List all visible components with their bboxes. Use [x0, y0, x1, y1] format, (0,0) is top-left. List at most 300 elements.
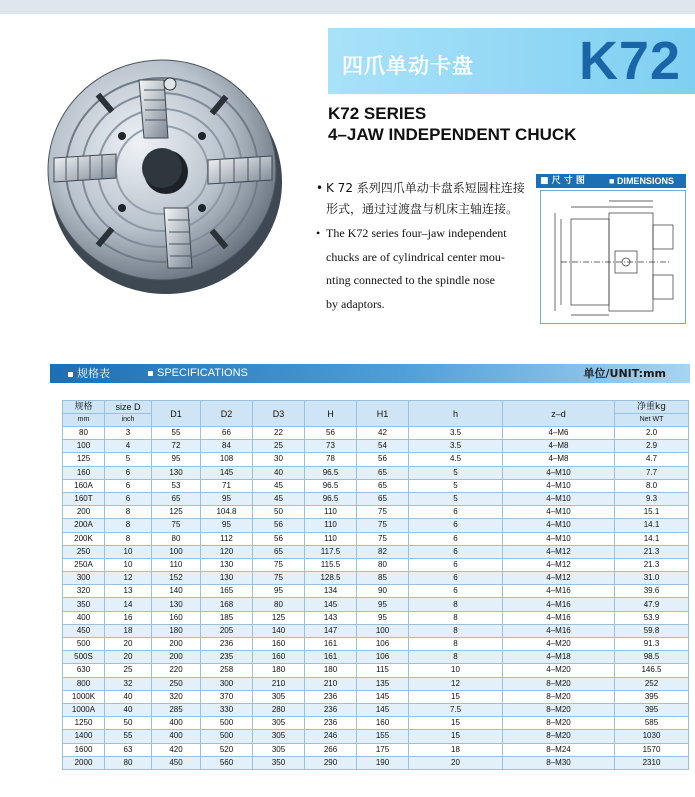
dimensions-drawing	[540, 190, 686, 324]
table-cell: 450	[63, 624, 105, 637]
product-name: 4–JAW INDEPENDENT CHUCK	[328, 125, 577, 144]
table-cell: 370	[201, 690, 253, 703]
table-cell: 91.3	[615, 638, 689, 651]
dimensions-header	[536, 174, 686, 188]
table-cell: 180	[253, 664, 305, 677]
table-cell: 180	[305, 664, 357, 677]
table-cell: 300	[63, 572, 105, 585]
table-cell: 8	[105, 519, 152, 532]
table-cell: 95	[152, 453, 201, 466]
table-cell: 75	[253, 558, 305, 571]
table-row	[63, 440, 689, 453]
table-row	[63, 479, 689, 492]
table-cell: 96.5	[305, 479, 357, 492]
table-cell: 134	[305, 585, 357, 598]
table-cell: 1400	[63, 730, 105, 743]
table-cell: 96.5	[305, 466, 357, 479]
table-cell: 4–M8	[503, 453, 615, 466]
table-cell: 16	[105, 611, 152, 624]
table-cell: 10	[105, 545, 152, 558]
table-row	[63, 756, 689, 769]
table-cell: 300	[201, 677, 253, 690]
table-cell: 65	[357, 492, 409, 505]
table-cell: 15	[409, 690, 503, 703]
table-cell: 6	[409, 519, 503, 532]
table-cell: 246	[305, 730, 357, 743]
description-cn-line-1: K 72 系列四爪单动卡盘系短圆柱连接	[326, 181, 525, 195]
table-cell: 175	[357, 743, 409, 756]
table-cell: 285	[152, 703, 201, 716]
table-cell: 14.1	[615, 519, 689, 532]
table-cell: 7.5	[409, 703, 503, 716]
table-cell: 1250	[63, 717, 105, 730]
table-cell: 4–M18	[503, 651, 615, 664]
table-cell: 305	[253, 730, 305, 743]
table-row	[63, 492, 689, 505]
table-cell: 120	[201, 545, 253, 558]
table-cell: 630	[63, 664, 105, 677]
table-cell: 1600	[63, 743, 105, 756]
table-cell: 130	[201, 572, 253, 585]
table-cell: 20	[105, 638, 152, 651]
header-inch: inch	[105, 414, 152, 427]
table-cell: 75	[357, 532, 409, 545]
table-cell: 160	[357, 717, 409, 730]
specifications-bar	[50, 364, 690, 383]
table-cell: 110	[152, 558, 201, 571]
table-cell: 1000K	[63, 690, 105, 703]
table-cell: 6	[409, 585, 503, 598]
table-cell: 140	[152, 585, 201, 598]
table-row	[63, 703, 689, 716]
table-cell: 55	[105, 730, 152, 743]
table-cell: 152	[152, 572, 201, 585]
description-english	[316, 222, 530, 316]
header-size: size D	[105, 401, 152, 414]
table-cell: 250	[152, 677, 201, 690]
table-cell: 8.0	[615, 479, 689, 492]
table-cell: 8–M20	[503, 730, 615, 743]
table-cell: 160	[152, 611, 201, 624]
table-cell: 140	[253, 624, 305, 637]
table-cell: 42	[357, 427, 409, 440]
table-row	[63, 677, 689, 690]
table-row	[63, 624, 689, 637]
table-cell: 330	[201, 703, 253, 716]
table-cell: 4–M10	[503, 519, 615, 532]
table-cell: 500	[201, 730, 253, 743]
table-cell: 1030	[615, 730, 689, 743]
table-row	[63, 717, 689, 730]
table-cell: 200K	[63, 532, 105, 545]
dimensions-label-en: ■ DIMENSIONS	[609, 176, 674, 186]
table-row	[63, 519, 689, 532]
table-cell: 15	[409, 730, 503, 743]
table-cell: 395	[615, 690, 689, 703]
table-cell: 5	[409, 479, 503, 492]
table-cell: 160	[63, 466, 105, 479]
table-cell: 39.6	[615, 585, 689, 598]
header-netwt: Net WT	[615, 414, 689, 427]
table-cell: 258	[201, 664, 253, 677]
table-cell: 160A	[63, 479, 105, 492]
table-cell: 8–M20	[503, 677, 615, 690]
table-cell: 130	[152, 598, 201, 611]
table-cell: 110	[305, 519, 357, 532]
table-cell: 8–M20	[503, 690, 615, 703]
table-cell: 59.8	[615, 624, 689, 637]
table-cell: 106	[357, 651, 409, 664]
table-cell: 56	[305, 427, 357, 440]
table-row	[63, 466, 689, 479]
table-cell: 2310	[615, 756, 689, 769]
table-cell: 161	[305, 651, 357, 664]
specifications-label-cn: 规格表	[68, 364, 110, 383]
header-h1: H1	[357, 401, 409, 427]
table-cell: 145	[357, 703, 409, 716]
table-cell: 4–M12	[503, 545, 615, 558]
table-cell: 80	[357, 558, 409, 571]
table-cell: 180	[152, 624, 201, 637]
table-cell: 50	[105, 717, 152, 730]
table-cell: 8	[409, 611, 503, 624]
table-cell: 400	[152, 730, 201, 743]
table-cell: 4.7	[615, 453, 689, 466]
table-cell: 400	[152, 717, 201, 730]
header-d2: D2	[201, 401, 253, 427]
table-cell: 155	[357, 730, 409, 743]
table-cell: 236	[305, 717, 357, 730]
table-cell: 147	[305, 624, 357, 637]
table-cell: 205	[201, 624, 253, 637]
table-cell: 4–M16	[503, 585, 615, 598]
table-cell: 82	[357, 545, 409, 558]
table-cell: 108	[201, 453, 253, 466]
table-cell: 21.3	[615, 545, 689, 558]
table-cell: 1570	[615, 743, 689, 756]
table-row	[63, 453, 689, 466]
table-cell: 45	[253, 492, 305, 505]
description-en-line-1: The K72 series four–jaw independent	[326, 226, 507, 240]
table-cell: 65	[357, 479, 409, 492]
table-cell: 125	[152, 506, 201, 519]
table-row	[63, 598, 689, 611]
table-cell: 2000	[63, 756, 105, 769]
table-cell: 4–M6	[503, 427, 615, 440]
table-cell: 50	[253, 506, 305, 519]
table-cell: 106	[357, 638, 409, 651]
table-cell: 420	[152, 743, 201, 756]
table-cell: 55	[152, 427, 201, 440]
table-cell: 80	[152, 532, 201, 545]
table-cell: 210	[253, 677, 305, 690]
table-cell: 280	[253, 703, 305, 716]
table-cell: 4–M20	[503, 664, 615, 677]
table-cell: 20	[105, 651, 152, 664]
table-cell: 8–M20	[503, 703, 615, 716]
header-zd: z–d	[503, 401, 615, 427]
table-cell: 47.9	[615, 598, 689, 611]
table-row	[63, 585, 689, 598]
table-cell: 10	[409, 664, 503, 677]
table-cell: 20	[409, 756, 503, 769]
header-h-small: h	[409, 401, 503, 427]
table-cell: 145	[201, 466, 253, 479]
table-cell: 560	[201, 756, 253, 769]
table-cell: 6	[105, 492, 152, 505]
table-cell: 4–M16	[503, 611, 615, 624]
table-cell: 65	[152, 492, 201, 505]
table-cell: 75	[357, 519, 409, 532]
table-cell: 4	[105, 440, 152, 453]
table-row	[63, 651, 689, 664]
model-code: K72	[578, 31, 681, 91]
technical-drawing	[541, 191, 685, 323]
table-cell: 252	[615, 677, 689, 690]
table-cell: 4–M8	[503, 440, 615, 453]
table-cell: 236	[305, 703, 357, 716]
table-cell: 200	[63, 506, 105, 519]
table-cell: 75	[253, 572, 305, 585]
table-cell: 8–M20	[503, 717, 615, 730]
table-cell: 450	[152, 756, 201, 769]
table-cell: 14	[105, 598, 152, 611]
table-cell: 95	[357, 611, 409, 624]
table-cell: 168	[201, 598, 253, 611]
table-cell: 8–M30	[503, 756, 615, 769]
table-cell: 290	[305, 756, 357, 769]
table-cell: 8	[105, 532, 152, 545]
table-cell: 10	[105, 558, 152, 571]
table-cell: 98.5	[615, 651, 689, 664]
table-cell: 305	[253, 690, 305, 703]
description-chinese	[316, 178, 538, 220]
table-cell: 32	[105, 677, 152, 690]
table-cell: 71	[201, 479, 253, 492]
table-cell: 350	[253, 756, 305, 769]
table-cell: 2.0	[615, 427, 689, 440]
table-cell: 4–M16	[503, 598, 615, 611]
table-cell: 95	[357, 598, 409, 611]
table-cell: 128.5	[305, 572, 357, 585]
top-band	[0, 0, 695, 14]
table-cell: 585	[615, 717, 689, 730]
table-cell: 96.5	[305, 492, 357, 505]
table-cell: 146.5	[615, 664, 689, 677]
table-cell: 130	[152, 466, 201, 479]
table-cell: 4–M20	[503, 638, 615, 651]
table-cell: 95	[253, 585, 305, 598]
table-cell: 53	[152, 479, 201, 492]
table-cell: 4–M10	[503, 532, 615, 545]
bullet-icon: •	[316, 226, 321, 240]
table-cell: 31.0	[615, 572, 689, 585]
table-cell: 66	[201, 427, 253, 440]
table-cell: 500	[63, 638, 105, 651]
table-cell: 200	[152, 651, 201, 664]
description-en-line-2: chucks are of cylindrical center mou-	[326, 249, 505, 264]
table-row	[63, 730, 689, 743]
table-cell: 235	[201, 651, 253, 664]
table-cell: 56	[253, 519, 305, 532]
description-en-line-3: nting connected to the spindle nose	[326, 273, 495, 287]
header-d1: D1	[152, 401, 201, 427]
table-cell: 5	[105, 453, 152, 466]
table-cell: 75	[357, 506, 409, 519]
table-row	[63, 558, 689, 571]
specifications-table-body	[63, 427, 689, 770]
table-cell: 110	[305, 532, 357, 545]
table-row	[63, 572, 689, 585]
table-cell: 3.5	[409, 427, 503, 440]
table-cell: 4–M16	[503, 624, 615, 637]
table-cell: 25	[253, 440, 305, 453]
table-cell: 125	[253, 611, 305, 624]
table-cell: 1000A	[63, 703, 105, 716]
table-cell: 14.1	[615, 532, 689, 545]
table-cell: 8	[105, 506, 152, 519]
table-cell: 8	[409, 598, 503, 611]
table-cell: 250	[63, 545, 105, 558]
table-cell: 6	[409, 532, 503, 545]
table-cell: 115.5	[305, 558, 357, 571]
table-cell: 4–M12	[503, 558, 615, 571]
table-cell: 266	[305, 743, 357, 756]
title-banner	[328, 28, 695, 94]
table-cell: 40	[253, 466, 305, 479]
chinese-title: 四爪单动卡盘	[342, 54, 474, 78]
table-cell: 110	[305, 506, 357, 519]
table-cell: 500S	[63, 651, 105, 664]
table-cell: 236	[201, 638, 253, 651]
table-cell: 84	[201, 440, 253, 453]
table-cell: 400	[63, 611, 105, 624]
table-cell: 56	[357, 453, 409, 466]
table-cell: 18	[105, 624, 152, 637]
table-cell: 12	[409, 677, 503, 690]
table-cell: 80	[253, 598, 305, 611]
table-cell: 25	[105, 664, 152, 677]
bullet-icon: •	[316, 181, 324, 195]
table-cell: 7.7	[615, 466, 689, 479]
table-cell: 6	[409, 558, 503, 571]
table-cell: 90	[357, 585, 409, 598]
table-cell: 54	[357, 440, 409, 453]
table-cell: 350	[63, 598, 105, 611]
table-cell: 305	[253, 743, 305, 756]
table-cell: 3	[105, 427, 152, 440]
table-cell: 500	[201, 717, 253, 730]
table-cell: 3.5	[409, 440, 503, 453]
table-cell: 160T	[63, 492, 105, 505]
table-cell: 112	[201, 532, 253, 545]
table-cell: 145	[305, 598, 357, 611]
table-cell: 12	[105, 572, 152, 585]
table-cell: 80	[63, 427, 105, 440]
table-cell: 210	[305, 677, 357, 690]
table-cell: 13	[105, 585, 152, 598]
chuck-product-image	[44, 40, 289, 300]
table-row	[63, 638, 689, 651]
table-cell: 236	[305, 690, 357, 703]
table-cell: 220	[152, 664, 201, 677]
table-cell: 4–M10	[503, 506, 615, 519]
table-cell: 8	[409, 638, 503, 651]
table-cell: 15.1	[615, 506, 689, 519]
table-cell: 160	[253, 651, 305, 664]
table-cell: 95	[201, 519, 253, 532]
table-row	[63, 427, 689, 440]
table-cell: 65	[253, 545, 305, 558]
table-cell: 125	[63, 453, 105, 466]
table-cell: 78	[305, 453, 357, 466]
table-cell: 72	[152, 440, 201, 453]
table-cell: 6	[409, 572, 503, 585]
table-cell: 135	[357, 677, 409, 690]
table-row	[63, 690, 689, 703]
table-cell: 800	[63, 677, 105, 690]
table-cell: 53.9	[615, 611, 689, 624]
table-cell: 6	[105, 466, 152, 479]
dimensions-label-cn: ■ 尺 寸 图	[540, 176, 585, 186]
specifications-label-en: SPECIFICATIONS	[148, 364, 248, 383]
table-cell: 320	[152, 690, 201, 703]
table-cell: 22	[253, 427, 305, 440]
table-cell: 75	[152, 519, 201, 532]
table-cell: 56	[253, 532, 305, 545]
table-cell: 115	[357, 664, 409, 677]
description-en-line-4: by adaptors.	[326, 296, 385, 311]
table-row	[63, 506, 689, 519]
table-cell: 40	[105, 703, 152, 716]
table-cell: 117.5	[305, 545, 357, 558]
table-cell: 65	[357, 466, 409, 479]
table-cell: 200	[152, 638, 201, 651]
table-cell: 100	[63, 440, 105, 453]
table-cell: 4–M10	[503, 466, 615, 479]
table-cell: 165	[201, 585, 253, 598]
table-cell: 185	[201, 611, 253, 624]
table-cell: 2.9	[615, 440, 689, 453]
description-cn-line-2: 形式，通过过渡盘与机床主轴连接。	[326, 202, 519, 216]
table-cell: 40	[105, 690, 152, 703]
table-cell: 4–M10	[503, 492, 615, 505]
table-cell: 8	[409, 651, 503, 664]
table-cell: 4–M12	[503, 572, 615, 585]
unit-label: 单位/UNIT:mm	[583, 367, 666, 380]
table-cell: 104.8	[201, 506, 253, 519]
header-weight: 净重kg	[615, 401, 689, 414]
table-cell: 9.3	[615, 492, 689, 505]
header-spec: 规格	[63, 401, 105, 414]
table-cell: 100	[357, 624, 409, 637]
specifications-table	[62, 400, 689, 770]
table-cell: 63	[105, 743, 152, 756]
header-d3: D3	[253, 401, 305, 427]
table-cell: 143	[305, 611, 357, 624]
table-cell: 200A	[63, 519, 105, 532]
header-mm: mm	[63, 414, 105, 427]
table-cell: 8	[409, 624, 503, 637]
table-cell: 520	[201, 743, 253, 756]
table-cell: 80	[105, 756, 152, 769]
table-cell: 250A	[63, 558, 105, 571]
table-cell: 45	[253, 479, 305, 492]
table-cell: 73	[305, 440, 357, 453]
table-cell: 18	[409, 743, 503, 756]
table-cell: 130	[201, 558, 253, 571]
table-row	[63, 743, 689, 756]
